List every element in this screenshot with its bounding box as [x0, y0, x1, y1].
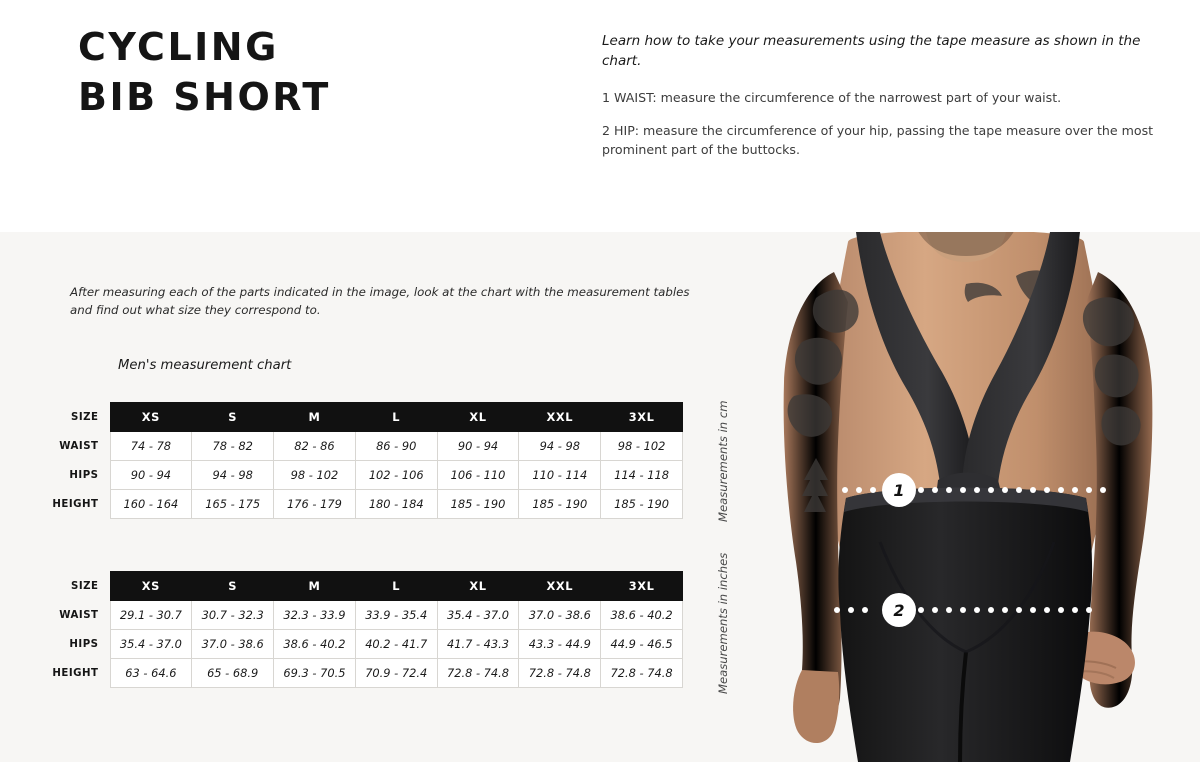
- cell-hips-3xl-in: 44.9 - 46.5: [601, 630, 683, 659]
- axis-caption-cm: Measurements in cm: [716, 400, 730, 522]
- cell-hips-xs-in: 35.4 - 37.0: [110, 630, 192, 659]
- size-table-cm-wrapper: [38, 402, 683, 519]
- cell-hips-s-in: 37.0 - 38.6: [192, 630, 274, 659]
- hip-tape-right: [918, 607, 1108, 613]
- bib-shorts: [838, 488, 1092, 762]
- cell-waist-xl: 90 - 94: [437, 432, 519, 461]
- cell-waist-xs-in: 29.1 - 30.7: [110, 601, 192, 630]
- row-label-height: HEIGHT: [52, 498, 99, 510]
- row-label-waist-in: WAIST: [59, 609, 99, 621]
- table-row: [38, 490, 683, 519]
- cell-hips-xxl-in: 43.3 - 44.9: [519, 630, 601, 659]
- cell-hips-m: 98 - 102: [274, 461, 356, 490]
- cell-hips-m-in: 38.6 - 40.2: [274, 630, 356, 659]
- cell-hips-3xl: 114 - 118: [601, 461, 683, 490]
- row-label-hips-in: HIPS: [69, 638, 99, 650]
- cell-hips-l: 102 - 106: [355, 461, 437, 490]
- size-table-inches-wrapper: [38, 571, 683, 688]
- page-title: [78, 22, 498, 122]
- cell-waist-m: 82 - 86: [274, 432, 356, 461]
- table-row: [38, 630, 683, 659]
- row-label-height-in: HEIGHT: [52, 667, 99, 679]
- header-band: [0, 0, 1200, 232]
- instructions: [602, 32, 1168, 174]
- table-header-row: [38, 403, 683, 432]
- instruction-waist: 1 WAIST: measure the circumference of the narrowest part of your waist.: [602, 90, 1062, 106]
- header-col-xxl-in: XXL: [519, 572, 601, 601]
- waist-tape-left: [842, 487, 876, 493]
- cell-waist-s: 78 - 82: [192, 432, 274, 461]
- header-col-xs-in: XS: [110, 572, 192, 601]
- cell-waist-s-in: 30.7 - 32.3: [192, 601, 274, 630]
- waist-tape-right: [918, 487, 1118, 493]
- cell-height-s-in: 65 - 68.9: [192, 659, 274, 688]
- cell-height-3xl-in: 72.8 - 74.8: [601, 659, 683, 688]
- cell-waist-m-in: 32.3 - 33.9: [274, 601, 356, 630]
- table-row: [38, 659, 683, 688]
- cell-height-3xl: 185 - 190: [601, 490, 683, 519]
- cell-waist-xxl-in: 37.0 - 38.6: [519, 601, 601, 630]
- measurement-note: After measuring each of the parts indicated in the image, look at the chart with the measurement tables and find out what size they correspond to.: [70, 285, 690, 317]
- header-col-xl-in: XL: [437, 572, 519, 601]
- cell-waist-3xl-in: 38.6 - 40.2: [601, 601, 683, 630]
- cell-waist-xl-in: 35.4 - 37.0: [437, 601, 519, 630]
- header-col-m: M: [274, 403, 356, 432]
- cell-waist-l-in: 33.9 - 35.4: [355, 601, 437, 630]
- cell-height-m: 176 - 179: [274, 490, 356, 519]
- header-col-l: L: [355, 403, 437, 432]
- table-row: [38, 601, 683, 630]
- cell-waist-3xl: 98 - 102: [601, 432, 683, 461]
- cell-hips-xs: 90 - 94: [110, 461, 192, 490]
- cell-waist-l: 86 - 90: [355, 432, 437, 461]
- cell-hips-xxl: 110 - 114: [519, 461, 601, 490]
- cell-height-l: 180 - 184: [355, 490, 437, 519]
- header-col-l-in: L: [355, 572, 437, 601]
- header-col-m-in: M: [274, 572, 356, 601]
- cell-hips-xl: 106 - 110: [437, 461, 519, 490]
- model-photo: [730, 232, 1200, 762]
- cell-height-xxl-in: 72.8 - 74.8: [519, 659, 601, 688]
- marker-hip: 2: [882, 593, 916, 627]
- header-size-label: SIZE: [71, 411, 99, 423]
- chart-heading: Men's measurement chart: [118, 358, 292, 373]
- header-col-xxl: XXL: [519, 403, 601, 432]
- header-col-xl: XL: [437, 403, 519, 432]
- cell-hips-s: 94 - 98: [192, 461, 274, 490]
- cell-height-l-in: 70.9 - 72.4: [355, 659, 437, 688]
- page-title-line-2: BIB SHORT: [78, 75, 331, 120]
- header-col-s: S: [192, 403, 274, 432]
- header-col-xs: XS: [110, 403, 192, 432]
- size-table-cm: [38, 402, 683, 519]
- cell-height-xl-in: 72.8 - 74.8: [437, 659, 519, 688]
- cell-waist-xxl: 94 - 98: [519, 432, 601, 461]
- instructions-lead: Learn how to take your measurements using the tape measure as shown in the chart.: [602, 33, 1141, 69]
- header-col-3xl-in: 3XL: [601, 572, 683, 601]
- cell-height-xs: 160 - 164: [110, 490, 192, 519]
- size-table-inches: [38, 571, 683, 688]
- header-col-3xl: 3XL: [601, 403, 683, 432]
- model-illustration: [730, 232, 1200, 762]
- table-row: [38, 432, 683, 461]
- axis-caption-inches: Measurements in inches: [716, 552, 730, 694]
- cell-hips-xl-in: 41.7 - 43.3: [437, 630, 519, 659]
- header-size-label-in: SIZE: [71, 580, 99, 592]
- marker-waist: 1: [882, 473, 916, 507]
- table-row: [38, 461, 683, 490]
- hip-tape-left: [834, 607, 876, 613]
- cell-height-xxl: 185 - 190: [519, 490, 601, 519]
- row-label-hips: HIPS: [69, 469, 99, 481]
- instruction-hip: 2 HIP: measure the circumference of your hip, passing the tape measure over the most prominent part of the buttocks.: [602, 123, 1154, 157]
- cell-waist-xs: 74 - 78: [110, 432, 192, 461]
- cell-height-m-in: 69.3 - 70.5: [274, 659, 356, 688]
- cell-hips-l-in: 40.2 - 41.7: [355, 630, 437, 659]
- row-label-waist: WAIST: [59, 440, 99, 452]
- table-header-row: [38, 572, 683, 601]
- cell-height-s: 165 - 175: [192, 490, 274, 519]
- header-col-s-in: S: [192, 572, 274, 601]
- cell-height-xl: 185 - 190: [437, 490, 519, 519]
- page-title-line-1: CYCLING: [78, 25, 279, 69]
- cell-height-xs-in: 63 - 64.6: [110, 659, 192, 688]
- measurement-panel: [0, 232, 1200, 762]
